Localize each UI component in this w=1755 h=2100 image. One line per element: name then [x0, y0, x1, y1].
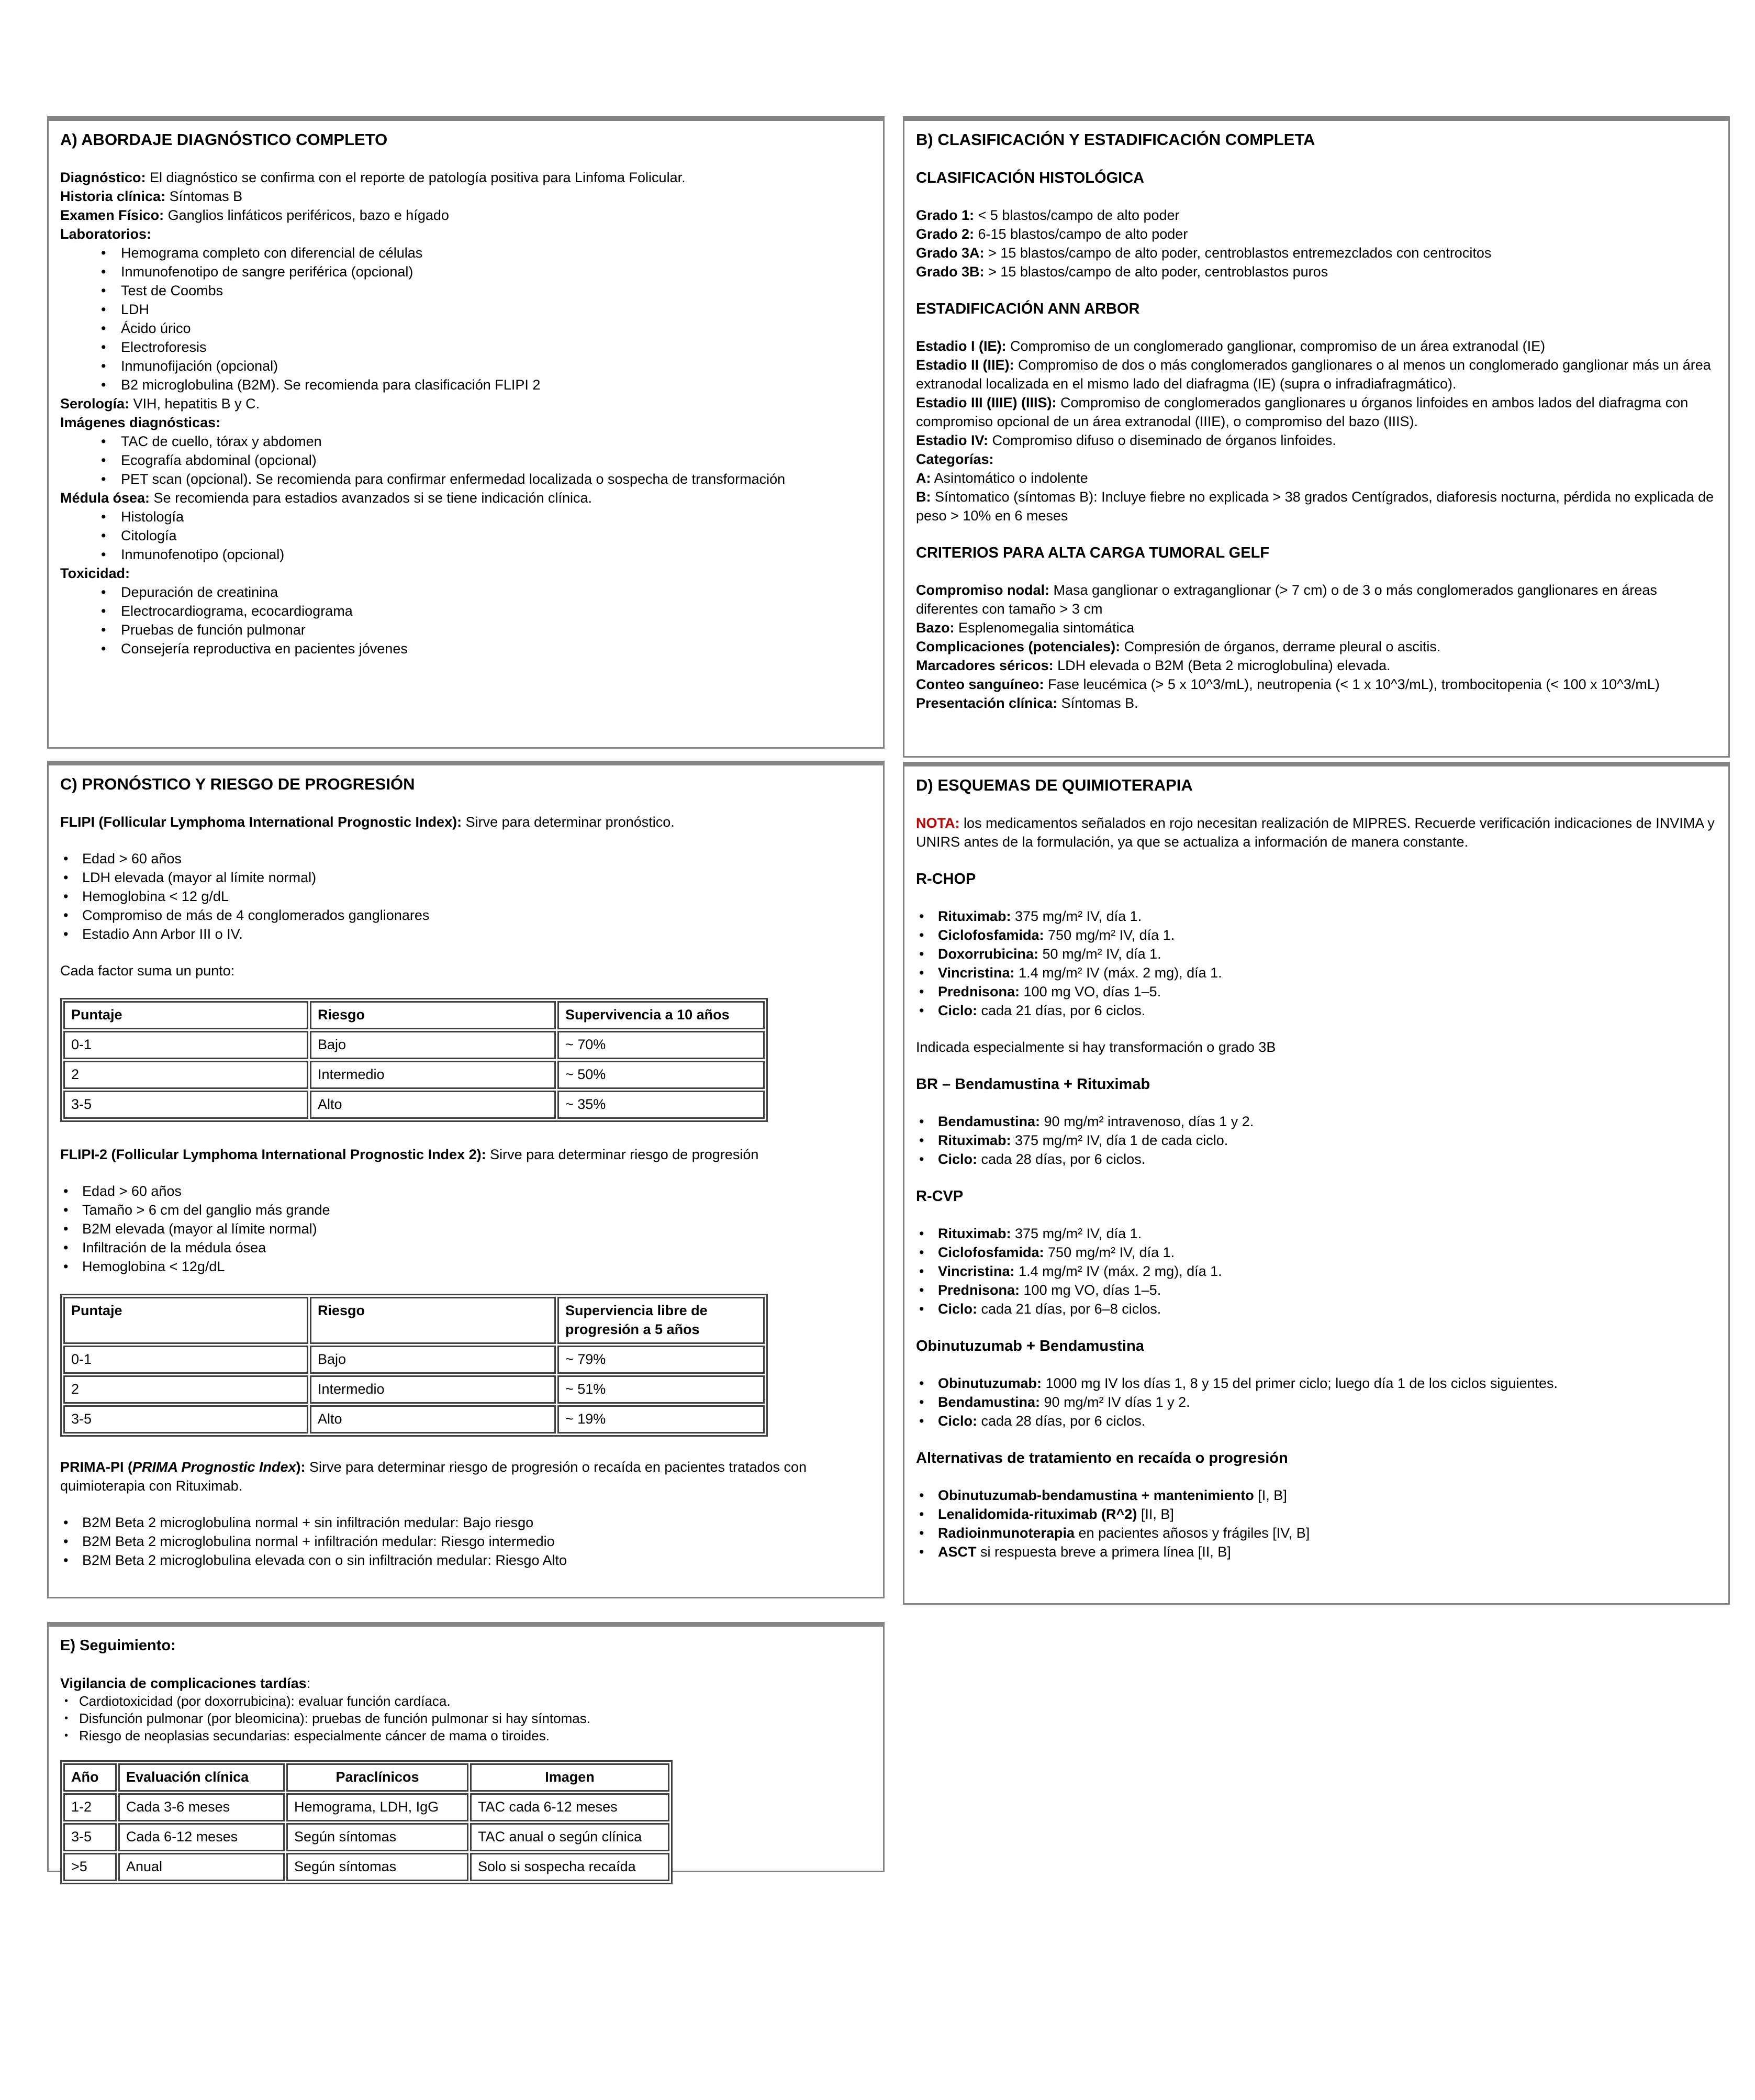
- prima-pi-text: Sirve para determinar riesgo de progresión o recaída en pacientes tratados con quimioterapia con Rituximab.: [60, 1459, 807, 1494]
- table-header-cell: Paraclínicos: [286, 1763, 468, 1792]
- rcvp-heading: R-CVP: [916, 1188, 964, 1205]
- table-row: [63, 1346, 765, 1374]
- list-item: • Disfunción pulmonar (por bleomicina): pruebas de función pulmonar si hay síntomas.: [60, 1710, 869, 1727]
- table-cell: Bajo: [310, 1346, 556, 1374]
- br-heading: BR – Bendamustina + Rituximab: [916, 1076, 1150, 1093]
- list-item: • TAC de cuello, tórax y abdomen: [60, 432, 869, 451]
- drug-dose: 375 mg/m² IV, día 1 de cada ciclo.: [1011, 1132, 1228, 1148]
- drug-name: Doxorrubicina:: [938, 946, 1039, 962]
- flipi2-label: FLIPI-2 (Follicular Lymphoma International Prognostic Index 2):: [60, 1147, 486, 1162]
- flipi-line: [60, 813, 869, 831]
- estadio-text: Compromiso difuso o diseminado de órganos linfoides.: [988, 432, 1336, 448]
- list-item: • Depuración de creatinina: [60, 583, 869, 602]
- serologia-text: VIH, hepatitis B y C.: [129, 396, 260, 412]
- grado-line: [916, 225, 1715, 243]
- laboratorios-label: Laboratorios:: [60, 226, 152, 242]
- list-item: • LDH elevada (mayor al límite normal): [60, 868, 869, 887]
- list-item: [916, 982, 1715, 1001]
- toxicidad-label: Toxicidad:: [60, 565, 130, 581]
- list-item: • Electrocardiograma, ecocardiograma: [60, 602, 869, 620]
- section-e-followup: [47, 1622, 885, 1872]
- drug-dose: 375 mg/m² IV, día 1.: [1011, 1226, 1142, 1241]
- gelf-line: [916, 656, 1715, 675]
- gelf-text: Síntomas B.: [1057, 695, 1138, 711]
- drug-dose: 750 mg/m² IV, día 1.: [1044, 927, 1175, 943]
- list-item: [916, 907, 1715, 926]
- table-header-cell: Superviencia libre de progresión a 5 años: [557, 1297, 765, 1344]
- drug-dose: 1000 mg IV los días 1, 8 y 15 del primer ciclo; luego día 1 de los ciclos siguientes.: [1041, 1375, 1558, 1391]
- drug-name: Vincristina:: [938, 1263, 1015, 1279]
- table-row: [63, 1405, 765, 1434]
- section-b-title: B) CLASIFICACIÓN Y ESTADIFICACIÓN COMPLETA: [916, 130, 1315, 149]
- table-row: [63, 1853, 669, 1881]
- table-cell: Alto: [310, 1405, 556, 1434]
- list-item: [916, 1243, 1715, 1262]
- stages-block: [916, 337, 1715, 525]
- list-item: [916, 1374, 1715, 1393]
- grado-line: [916, 262, 1715, 281]
- drug-name: Ciclofosfamida:: [938, 927, 1044, 943]
- gelf-text: Compresión de órganos, derrame pleural o ascitis.: [1120, 639, 1441, 654]
- section-d-chemotherapy: [903, 762, 1730, 1605]
- gelf-text: LDH elevada o B2M (Beta 2 microglobulina) elevada.: [1053, 658, 1391, 673]
- gelf-label: Compromiso nodal:: [916, 582, 1049, 598]
- list-item: [916, 1131, 1715, 1150]
- drug-name: Ciclo:: [938, 1151, 978, 1167]
- gelf-heading: CRITERIOS PARA ALTA CARGA TUMORAL GELF: [916, 545, 1270, 561]
- table-cell: TAC cada 6-12 meses: [470, 1793, 669, 1821]
- drug-name: Rituximab:: [938, 1226, 1011, 1241]
- list-item: • Consejería reproductiva en pacientes jóvenes: [60, 639, 869, 658]
- drug-dose: 90 mg/m² intravenoso, días 1 y 2.: [1040, 1114, 1254, 1129]
- list-item: [916, 1224, 1715, 1243]
- drug-name: Vincristina:: [938, 965, 1015, 981]
- flipi-table: [60, 998, 768, 1122]
- diagnostico-label: Diagnóstico:: [60, 170, 146, 185]
- followup-table: [60, 1760, 673, 1884]
- grado-line: [916, 243, 1715, 262]
- categoria-b-line: [916, 487, 1715, 525]
- medula-osea-line: [60, 488, 869, 507]
- drug-name: Ciclofosfamida:: [938, 1245, 1044, 1260]
- prima-pi-label: PRIMA-PI (: [60, 1459, 132, 1475]
- list-item: • Pruebas de función pulmonar: [60, 620, 869, 639]
- alt-detail: [I, B]: [1254, 1487, 1287, 1503]
- drug-name: Bendamustina:: [938, 1394, 1041, 1410]
- table-cell: Alto: [310, 1091, 556, 1119]
- grado-text: > 15 blastos/campo de alto poder, centroblastos puros: [984, 264, 1328, 280]
- list-item: [916, 1150, 1715, 1169]
- list-item: • Test de Coombs: [60, 281, 869, 300]
- drug-dose: 375 mg/m² IV, día 1.: [1011, 908, 1142, 924]
- list-item: • Inmunofenotipo de sangre periférica (opcional): [60, 262, 869, 281]
- section-d-title: D) ESQUEMAS DE QUIMIOTERAPIA: [916, 776, 1193, 794]
- list-item: • Hemograma completo con diferencial de células: [60, 243, 869, 262]
- drug-dose: 50 mg/m² IV, día 1.: [1038, 946, 1161, 962]
- gelf-line: [916, 637, 1715, 656]
- list-item: • PET scan (opcional). Se recomienda para confirmar enfermedad localizada o sospecha de transformación: [60, 470, 869, 488]
- drug-dose: cada 21 días, por 6 ciclos.: [977, 1003, 1146, 1018]
- vigilancia-label: Vigilancia de complicaciones tardías: [60, 1675, 307, 1691]
- list-item: [916, 1524, 1715, 1542]
- drug-name: Bendamustina:: [938, 1114, 1041, 1129]
- rcvp-list: [916, 1224, 1715, 1318]
- list-item: • Inmunofenotipo (opcional): [60, 545, 869, 564]
- table-header-cell: Imagen: [470, 1763, 669, 1792]
- drug-dose: 90 mg/m² IV días 1 y 2.: [1040, 1394, 1190, 1410]
- table-cell: Según síntomas: [286, 1823, 468, 1851]
- table-cell: Intermedio: [310, 1375, 556, 1404]
- drug-name: Ciclo:: [938, 1301, 978, 1317]
- table-cell: 0-1: [63, 1031, 308, 1059]
- flipi-label: FLIPI (Follicular Lymphoma International Prognostic Index):: [60, 814, 462, 830]
- rchop-note: Indicada especialmente si hay transformación o grado 3B: [916, 1039, 1276, 1055]
- examen-fisico-text: Ganglios linfáticos periféricos, bazo e hígado: [164, 207, 449, 223]
- grado-text: < 5 blastos/campo de alto poder: [974, 207, 1180, 223]
- list-item: • B2 microglobulina (B2M). Se recomienda para clasificación FLIPI 2: [60, 375, 869, 394]
- flipi2-factors-list: [60, 1182, 869, 1276]
- list-item: [916, 1262, 1715, 1281]
- list-item: • Infiltración de la médula ósea: [60, 1238, 869, 1257]
- table-cell: Anual: [118, 1853, 285, 1881]
- nota-text: los medicamentos señalados en rojo necesitan realización de MIPRES. Recuerde verificación indicaciones de INVIMA y UNIRS antes de la formulación, ya que se actualiza a información de manera constante.: [916, 815, 1715, 850]
- prima-pi-label-italic: PRIMA Prognostic Index: [132, 1459, 296, 1475]
- list-item: [916, 926, 1715, 945]
- list-item: • Compromiso de más de 4 conglomerados ganglionares: [60, 906, 869, 925]
- imagenes-list: [60, 432, 869, 488]
- list-item: • Edad > 60 años: [60, 849, 869, 868]
- estadio-label: Estadio III (IIIE) (IIIS):: [916, 395, 1057, 410]
- drug-dose: 1.4 mg/m² IV (máx. 2 mg), día 1.: [1014, 965, 1222, 981]
- gelf-label: Presentación clínica:: [916, 695, 1058, 711]
- drug-dose: cada 21 días, por 6–8 ciclos.: [977, 1301, 1161, 1317]
- table-row: [63, 1061, 765, 1089]
- categorias-label: Categorías:: [916, 451, 994, 467]
- medula-osea-label: Médula ósea:: [60, 490, 150, 506]
- historia-clinica-label: Historia clínica:: [60, 188, 166, 204]
- flipi2-text: Sirve para determinar riesgo de progresión: [486, 1147, 759, 1162]
- alt-name: Lenalidomida-rituximab (R^2): [938, 1506, 1137, 1522]
- table-header-cell: Riesgo: [310, 1297, 556, 1344]
- diagnostico-text: El diagnóstico se confirma con el reporte de patología positiva para Linfoma Folicular.: [146, 170, 686, 185]
- medula-list: [60, 507, 869, 564]
- table-cell: Cada 3-6 meses: [118, 1793, 285, 1821]
- laboratorios-line: [60, 225, 869, 243]
- list-item: • Hemoglobina < 12 g/dL: [60, 887, 869, 906]
- table-row: [63, 1823, 669, 1851]
- nota-label: NOTA:: [916, 815, 960, 831]
- list-item: [916, 1412, 1715, 1430]
- nota-line: [916, 814, 1715, 851]
- list-item: • Ácido úrico: [60, 319, 869, 338]
- drug-name: Rituximab:: [938, 1132, 1011, 1148]
- table-header-cell: Evaluación clínica: [118, 1763, 285, 1792]
- drug-dose: 1.4 mg/m² IV (máx. 2 mg), día 1.: [1014, 1263, 1222, 1279]
- alternatives-heading: Alternativas de tratamiento en recaída o progresión: [916, 1450, 1288, 1466]
- table-cell: Intermedio: [310, 1061, 556, 1089]
- drug-dose: 750 mg/m² IV, día 1.: [1044, 1245, 1175, 1260]
- list-item: [916, 1505, 1715, 1524]
- table-cell: 3-5: [63, 1091, 308, 1119]
- examen-fisico-label: Examen Físico:: [60, 207, 164, 223]
- historia-clinica-text: Síntomas B: [165, 188, 243, 204]
- alt-name: Radioinmunoterapia: [938, 1525, 1075, 1541]
- gelf-text: Fase leucémica (> 5 x 10^3/mL), neutropenia (< 1 x 10^3/mL), trombocitopenia (< 100 x 10^3/mL): [1044, 676, 1660, 692]
- gelf-label: Bazo:: [916, 620, 955, 636]
- vigilancia-line: [60, 1674, 869, 1693]
- table-cell: ~ 19%: [557, 1405, 765, 1434]
- drug-name: Prednisona:: [938, 984, 1020, 999]
- gelf-block: [916, 581, 1715, 713]
- list-item: • LDH: [60, 300, 869, 319]
- table-cell: ~ 70%: [557, 1031, 765, 1059]
- historia-clinica-line: [60, 187, 869, 206]
- categoria-b-text: Síntomatico (síntomas B): Incluye fiebre no explicada > 38 grados Centígrados, diaforesis nocturna, pérdida no explicada de peso > 10% en 6 meses: [916, 489, 1714, 524]
- rchop-heading: R-CHOP: [916, 871, 976, 887]
- table-cell: ~ 79%: [557, 1346, 765, 1374]
- gelf-line: [916, 618, 1715, 637]
- list-item: • Histología: [60, 507, 869, 526]
- table-header-row: [63, 1763, 669, 1792]
- table-row: [63, 1031, 765, 1059]
- gelf-text: Esplenomegalia sintomática: [954, 620, 1135, 636]
- list-item: • Estadio Ann Arbor III o IV.: [60, 925, 869, 943]
- drug-name: Obinutuzumab:: [938, 1375, 1042, 1391]
- list-item: [916, 1542, 1715, 1561]
- serologia-label: Serología:: [60, 396, 130, 412]
- section-a-title: A) ABORDAJE DIAGNÓSTICO COMPLETO: [60, 130, 388, 149]
- drug-dose: 100 mg VO, días 1–5.: [1020, 1282, 1161, 1298]
- grado-text: > 15 blastos/campo de alto poder, centroblastos entremezclados con centrocitos: [984, 245, 1492, 261]
- gelf-line: [916, 581, 1715, 618]
- list-item: [916, 945, 1715, 963]
- alt-detail: en pacientes añosos y frágiles [IV, B]: [1075, 1525, 1310, 1541]
- gelf-line: [916, 675, 1715, 694]
- estadio-line: [916, 337, 1715, 355]
- prima-pi-label: ):: [296, 1459, 306, 1475]
- list-item: [916, 1393, 1715, 1412]
- list-item: • Inmunofijación (opcional): [60, 357, 869, 375]
- grado-text: 6-15 blastos/campo de alto poder: [974, 226, 1188, 242]
- gelf-label: Conteo sanguíneo:: [916, 676, 1044, 692]
- drug-dose: cada 28 días, por 6 ciclos.: [977, 1413, 1146, 1429]
- drug-name: Ciclo:: [938, 1413, 978, 1429]
- imagenes-label: Imágenes diagnósticas:: [60, 415, 221, 430]
- list-item: [916, 1486, 1715, 1505]
- table-header-cell: Riesgo: [310, 1001, 556, 1029]
- diagnostico-line: [60, 168, 869, 187]
- drug-name: Ciclo:: [938, 1003, 978, 1018]
- flipi2-line: [60, 1145, 869, 1164]
- estadio-line: [916, 393, 1715, 431]
- list-item: [916, 1299, 1715, 1318]
- estadio-line: [916, 431, 1715, 450]
- table-header-cell: Puntaje: [63, 1297, 308, 1344]
- alt-name: Obinutuzumab-bendamustina + mantenimiento: [938, 1487, 1254, 1503]
- drug-dose: cada 28 días, por 6 ciclos.: [977, 1151, 1146, 1167]
- grado-label: Grado 3B:: [916, 264, 985, 280]
- imagenes-line: [60, 413, 869, 432]
- drug-name: Prednisona:: [938, 1282, 1020, 1298]
- table-row: [63, 1091, 765, 1119]
- table-header-cell: Supervivencia a 10 años: [557, 1001, 765, 1029]
- flipi-text: Sirve para determinar pronóstico.: [462, 814, 675, 830]
- estadio-label: Estadio II (IIE):: [916, 357, 1014, 373]
- obinutuzumab-bendamustina-heading: Obinutuzumab + Bendamustina: [916, 1338, 1144, 1354]
- gelf-text: Masa ganglionar o extraganglionar (> 7 cm) o de 3 o más conglomerados ganglionares en áreas diferentes con tamaño > 3 cm: [916, 582, 1657, 617]
- list-item: [916, 1281, 1715, 1299]
- estadio-label: Estadio I (IE):: [916, 338, 1007, 354]
- br-list: [916, 1112, 1715, 1169]
- section-c-prognosis: [47, 761, 885, 1598]
- table-cell: ~ 51%: [557, 1375, 765, 1404]
- list-item: • Hemoglobina < 12g/dL: [60, 1257, 869, 1276]
- list-item: • Riesgo de neoplasias secundarias: especialmente cáncer de mama o tiroides.: [60, 1727, 869, 1745]
- table-cell: Según síntomas: [286, 1853, 468, 1881]
- table-cell: Solo si sospecha recaída: [470, 1853, 669, 1881]
- prima-pi-list: [60, 1513, 869, 1570]
- toxicidad-line: [60, 564, 869, 583]
- estadio-line: [916, 355, 1715, 393]
- list-item: [916, 963, 1715, 982]
- categoria-a-label: A:: [916, 470, 931, 486]
- table-cell: 2: [63, 1375, 308, 1404]
- alt-detail: si respuesta breve a primera línea [II, B]: [976, 1544, 1231, 1560]
- list-item: • Ecografía abdominal (opcional): [60, 451, 869, 470]
- alt-detail: [II, B]: [1137, 1506, 1174, 1522]
- list-item: • Tamaño > 6 cm del ganglio más grande: [60, 1201, 869, 1219]
- medula-osea-text: Se recomienda para estadios avanzados si se tiene indicación clínica.: [150, 490, 593, 506]
- table-cell: Hemograma, LDH, IgG: [286, 1793, 468, 1821]
- table-cell: 3-5: [63, 1823, 117, 1851]
- alt-name: ASCT: [938, 1544, 977, 1560]
- section-b-classification-staging: [903, 116, 1730, 758]
- ann-arbor-heading: ESTADIFICACIÓN ANN ARBOR: [916, 301, 1140, 317]
- table-header-row: [63, 1001, 765, 1029]
- list-item: • B2M Beta 2 microglobulina normal + infiltración medular: Riesgo intermedio: [60, 1532, 869, 1551]
- serologia-line: [60, 394, 869, 413]
- score-note: Cada factor suma un punto:: [60, 963, 235, 979]
- table-cell: 0-1: [63, 1346, 308, 1374]
- flipi-factors-list: [60, 849, 869, 943]
- list-item: • B2M Beta 2 microglobulina normal + sin infiltración medular: Bajo riesgo: [60, 1513, 869, 1532]
- grado-label: Grado 3A:: [916, 245, 985, 261]
- gelf-line: [916, 694, 1715, 713]
- grado-label: Grado 2:: [916, 226, 975, 242]
- section-a-diagnostic-approach: [47, 116, 885, 749]
- table-cell: ~ 35%: [557, 1091, 765, 1119]
- list-item: [916, 1112, 1715, 1131]
- grado-label: Grado 1:: [916, 207, 975, 223]
- drug-name: Rituximab:: [938, 908, 1011, 924]
- estadio-text: Compromiso de dos o más conglomerados ganglionares o al menos un conglomerado ganglionar más un área extranodal localizada en el mismo lado del diafragma (IE) (supra o infradiafragmático).: [916, 357, 1711, 392]
- table-cell: TAC anual o según clínica: [470, 1823, 669, 1851]
- prima-pi-line: [60, 1458, 869, 1495]
- table-cell: Cada 6-12 meses: [118, 1823, 285, 1851]
- table-cell: 3-5: [63, 1405, 308, 1434]
- histologic-classification-heading: CLASIFICACIÓN HISTOLÓGICA: [916, 170, 1145, 186]
- drug-dose: 100 mg VO, días 1–5.: [1020, 984, 1161, 999]
- gelf-label: Complicaciones (potenciales):: [916, 639, 1121, 654]
- rchop-list: [916, 907, 1715, 1020]
- table-header-row: [63, 1297, 765, 1344]
- estadio-text: Compromiso de conglomerados ganglionares u órganos linfoides en ambos lados del diafragma con compromiso opcional de un área extranodal (IIIE), o compromiso del bazo (IIIS).: [916, 395, 1689, 429]
- list-item: • B2M Beta 2 microglobulina elevada con o sin infiltración medular: Riesgo Alto: [60, 1551, 869, 1570]
- table-header-cell: Puntaje: [63, 1001, 308, 1029]
- grades-block: [916, 206, 1715, 281]
- section-c-title: C) PRONÓSTICO Y RIESGO DE PROGRESIÓN: [60, 775, 415, 793]
- alternatives-list: [916, 1486, 1715, 1561]
- table-cell: >5: [63, 1853, 117, 1881]
- obinutuzumab-list: [916, 1374, 1715, 1430]
- categoria-a-text: Asintomático o indolente: [931, 470, 1088, 486]
- list-item: • Cardiotoxicidad (por doxorrubicina): evaluar función cardíaca.: [60, 1693, 869, 1710]
- estadio-label: Estadio IV:: [916, 432, 989, 448]
- table-cell: 1-2: [63, 1793, 117, 1821]
- list-item: [916, 1001, 1715, 1020]
- categorias-line: [916, 450, 1715, 469]
- list-item: • Citología: [60, 526, 869, 545]
- vigilancia-colon: :: [306, 1675, 311, 1691]
- list-item: • Electroforesis: [60, 338, 869, 357]
- gelf-label: Marcadores séricos:: [916, 658, 1054, 673]
- toxicidad-list: [60, 583, 869, 658]
- table-cell: ~ 50%: [557, 1061, 765, 1089]
- list-item: • B2M elevada (mayor al límite normal): [60, 1219, 869, 1238]
- categoria-b-label: B:: [916, 489, 931, 505]
- grado-line: [916, 206, 1715, 225]
- table-cell: Bajo: [310, 1031, 556, 1059]
- list-item: • Edad > 60 años: [60, 1182, 869, 1201]
- complications-list: [60, 1693, 869, 1745]
- flipi2-table: [60, 1294, 768, 1437]
- laboratorios-list: [60, 243, 869, 394]
- table-cell: 2: [63, 1061, 308, 1089]
- examen-fisico-line: [60, 206, 869, 225]
- table-row: [63, 1375, 765, 1404]
- categoria-a-line: [916, 469, 1715, 487]
- section-e-title: E) Seguimiento:: [60, 1637, 176, 1654]
- estadio-text: Compromiso de un conglomerado ganglionar, compromiso de un área extranodal (IE): [1006, 338, 1546, 354]
- table-row: [63, 1793, 669, 1821]
- table-header-cell: Año: [63, 1763, 117, 1792]
